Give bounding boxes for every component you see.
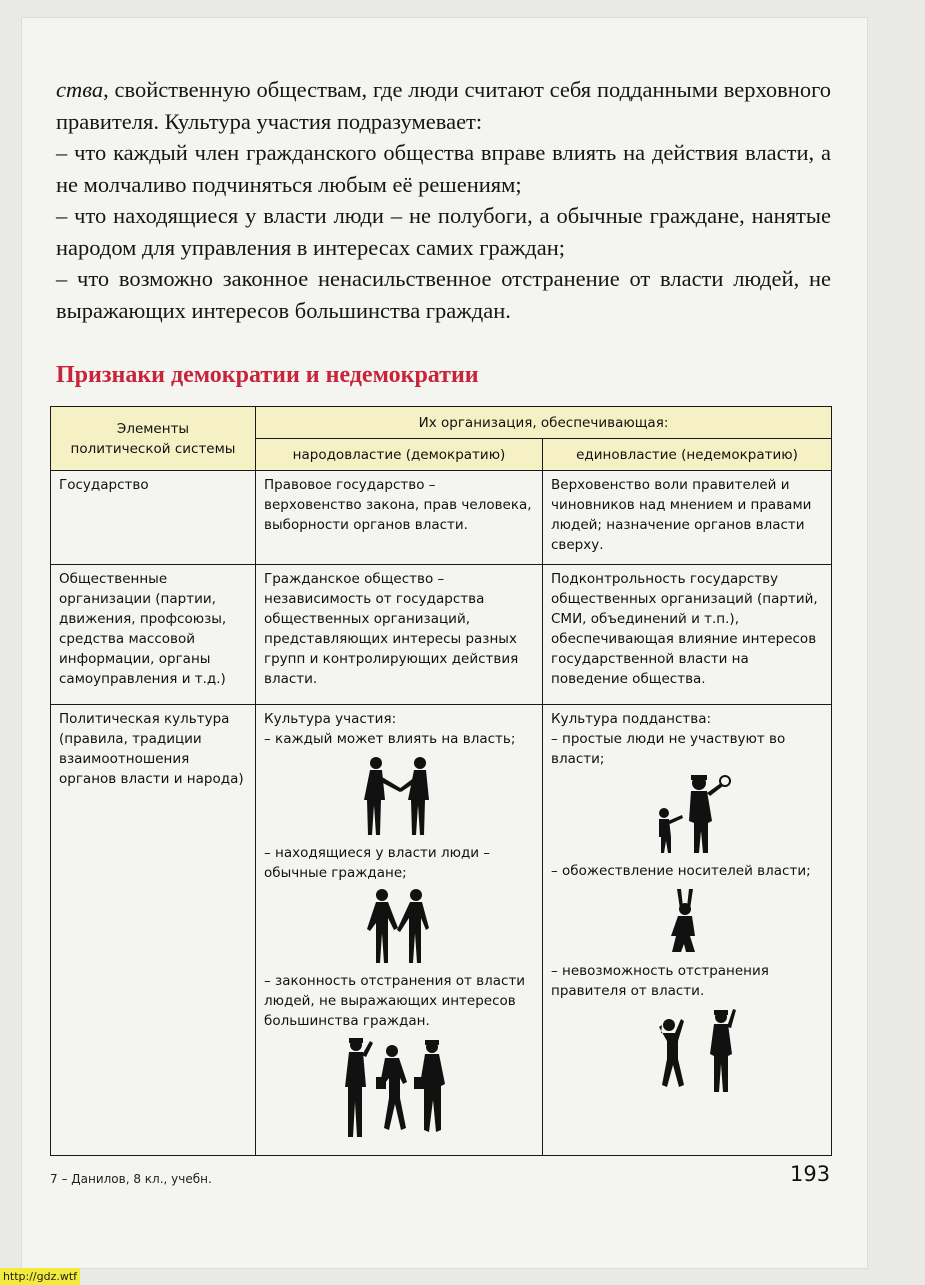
paragraph-2: – что каждый член гражданского общества вправе влиять на действия власти, а не молчаливо подчиняться любым её решениям; (56, 140, 831, 197)
header-democracy: народовластие (демократию) (256, 439, 543, 471)
table-row (51, 471, 832, 565)
non-item-3: – невозможность отстранения правителя от власти. (551, 963, 769, 999)
ruler-and-child-illustration (551, 773, 821, 857)
table-row (51, 705, 832, 1156)
democracy-table (50, 406, 832, 1156)
footer-book: 7 – Данилов, 8 кл., учебн. (50, 1172, 212, 1186)
paragraph-1 (56, 74, 831, 137)
handshake-illustration (264, 753, 534, 839)
header-organization: Их организация, обеспечивающая: (256, 407, 832, 439)
row-nondemocracy-culture (543, 705, 832, 1156)
paragraph-3: – что находящиеся у власти люди – не полубоги, а обычные граждане, нанятые народом для управления в интересах самих граждан; (56, 203, 831, 260)
page-number: 193 (790, 1162, 831, 1186)
dem-item-2: – находящиеся у власти люди – обычные граждане; (264, 845, 491, 881)
italic-lead: ства (56, 77, 104, 102)
non-item-1: – простые люди не участвуют во власти; (551, 731, 786, 767)
agreement-illustration (264, 887, 534, 967)
section-title: Признаки демократии и недемократии (56, 362, 479, 388)
row-democracy-culture (256, 705, 543, 1156)
header-elements: Элементы политической системы (51, 407, 256, 471)
row-element-organizations: Общественные организации (партии, движения, профсоюзы, средства массовой информации, органы самоуправления и т.д.) (51, 565, 256, 705)
paragraph-4: – что возможно законное ненасильственное отстранение от власти людей, не выражающих интересов большинства граждан. (56, 266, 831, 323)
row-nondemocracy-organizations: Подконтрольность государству общественных организаций (партий, СМИ, объединений и т.п.), обеспечивающая влияние интересов государственной власти на поведение общества. (543, 565, 832, 705)
dem-item-1: – каждый может влиять на власть; (264, 731, 516, 747)
dem-item-3: – законность отстранения от власти людей, не выражающих интересов большинства граждан. (264, 973, 526, 1029)
paragraph-text: , свойственную обществам, где люди считают себя подданными верховного правителя. Культура участия подразумевает: (56, 77, 831, 134)
arrest-illustration (264, 1035, 534, 1147)
row-element-culture: Политическая культура (правила, традиции взаимоотношения органов власти и народа) (51, 705, 256, 1156)
body-text (56, 74, 831, 326)
row-democracy-organizations: Гражданское общество – независимость от государства общественных организаций, представляющих интересы разных групп и контролирующих действия власти. (256, 565, 543, 705)
header-nondemocracy: единовластие (недемократию) (543, 439, 832, 471)
kneeling-illustration (551, 885, 821, 957)
non-item-2: – обожествление носителей власти; (551, 863, 811, 879)
table-row (51, 565, 832, 705)
non-heading: Культура подданства: (551, 711, 712, 727)
row-element-state: Государство (51, 471, 256, 565)
guard-and-protester-illustration (551, 1005, 821, 1101)
row-democracy-state: Правовое государство – верховенство закона, прав человека, выборности органов власти. (256, 471, 543, 565)
watermark[interactable]: http://gdz.wtf (0, 1268, 80, 1285)
dem-heading: Культура участия: (264, 711, 397, 727)
row-nondemocracy-state: Верховенство воли правителей и чиновников над мнением и правами людей; назначение органов власти сверху. (543, 471, 832, 565)
